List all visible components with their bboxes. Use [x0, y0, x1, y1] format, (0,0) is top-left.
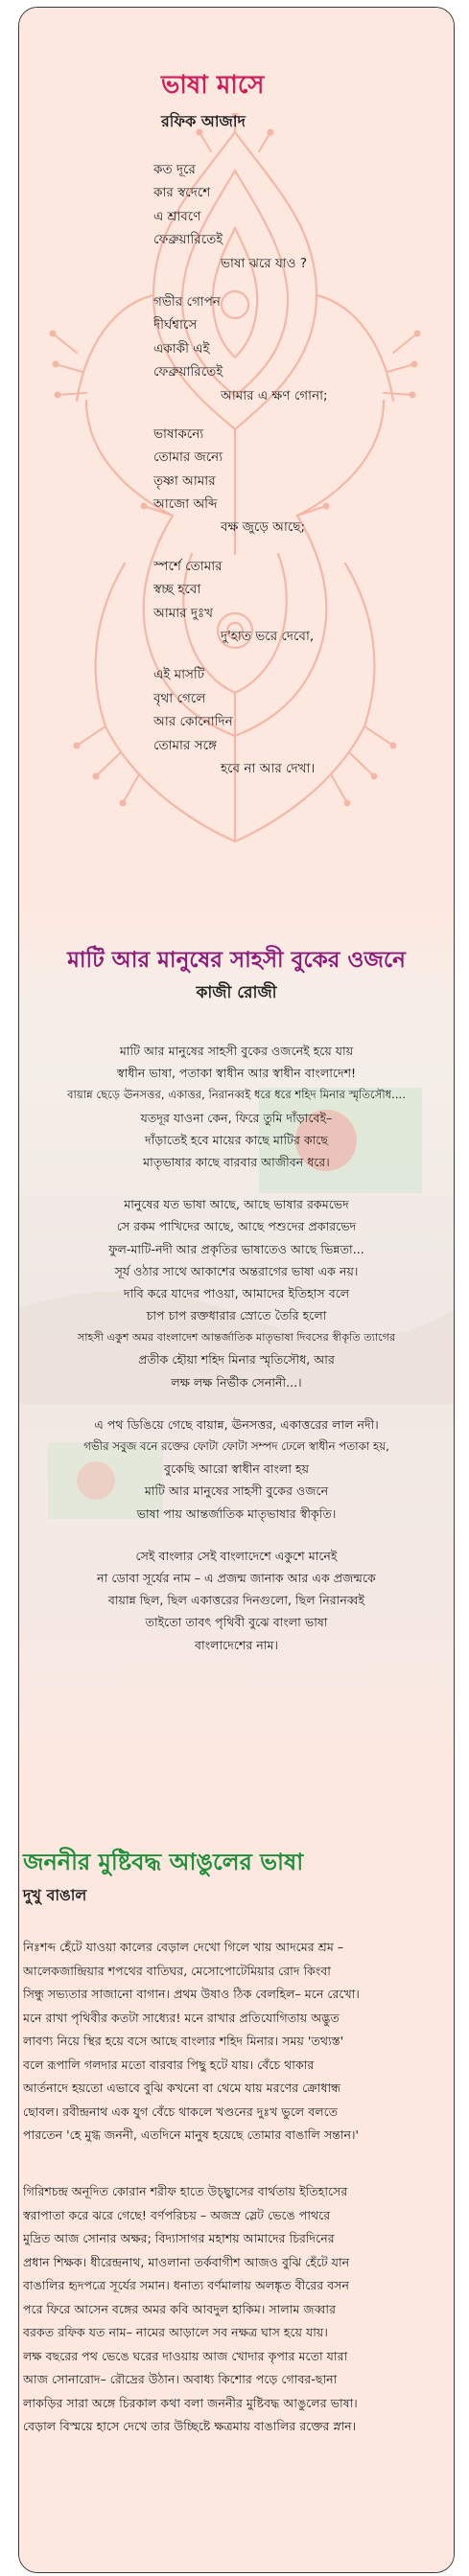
poem2-stanza-3: [19, 1414, 454, 1525]
essay-line: বাঙালির হৃদপত্রে সূর্যের সমান। ধনাত্য বর্ণমালায় অলঙ্কৃত বীরের বসন: [23, 2278, 349, 2292]
essay-line: মনে রাখা পৃথিবীর কতটা সাধ্যের! মনে রাখার প্রতিযোগিতায় অদ্ভুত: [23, 2010, 340, 2025]
essay-line: আজ সোনারোদ– রৌদ্রের উঠান। অবাধ্য কিশোর পড়ে গোবর-ছানা: [23, 2372, 338, 2386]
poem2-stanza-1: [19, 1040, 454, 1173]
poem-line: গভীর গোপন: [153, 293, 221, 310]
content-card: [18, 7, 455, 2573]
poem-line: তৃষ্ণা আমার: [153, 472, 216, 489]
poem1-stanza-4: [153, 555, 328, 649]
poem-line: সেই বাংলার সেই বাংলাদেশে একুশে মানেই: [135, 1548, 338, 1563]
poem-line: স্বচ্ছ হবো: [153, 582, 201, 598]
poem-line: যতদূর যাওনা কেন, ফিরে তুমি দাঁড়াবেই–: [140, 1110, 333, 1125]
poem2-stanza-2: [19, 1193, 454, 1393]
essay-author: দুখু বাঙাল: [23, 1886, 87, 1904]
poem-line: এই মাসটি: [153, 667, 205, 683]
poem2-section: [19, 906, 454, 1787]
poem-line: সে রকম পাখিদের আছে, আছে পশুদের প্রকারভেদ: [116, 1219, 357, 1234]
essay-line: বরকত রফিক যত নাম– নামের আড়ালে সব নক্ষত্র ঘাস হয়ে যায়।: [23, 2325, 328, 2339]
poem-line: আর কোনোদিন: [153, 714, 233, 730]
poem-line: ফেব্রুয়ারিতেই: [153, 364, 223, 380]
poem-line: ভাষাকন্যে: [153, 426, 204, 442]
essay-line: পারতেন 'হে মুগ্ধ জননী, এতদিনে মানুষ হয়েছে তোমার বাঙালি সন্তান।': [23, 2128, 360, 2142]
essay-line: সিন্ধু সভ্যতার সাজানো বাগান। প্রথম উষাও ঠিক বেলহিল– মনে রেখো।: [23, 1987, 360, 2001]
poem-line: দু'হাত ভরে দেবো,: [221, 629, 315, 645]
poem-line: সূর্য ওঠার সাথে আকাশের অন্তরাগের ভাষা এক নয়।: [114, 1263, 359, 1278]
poem-line: আজো অব্দি: [153, 496, 218, 513]
essay-line: লক্ষ বছরের পথ ভেঙে ঘরের দাওয়ায় আজ খোদার কৃপার মতো যারা: [23, 2348, 348, 2363]
essay-paragraph-2: [23, 2180, 449, 2439]
poem1-title: ভাষা মাসে: [161, 71, 265, 100]
poem-line: তাইতো তাবৎ পৃথিবী বুঝে বাংলা ভাষা: [145, 1615, 328, 1630]
poem-line: মানুষের যত ভাষা আছে, আছে ভাষার রকমভেদ: [124, 1197, 349, 1212]
essay-title: জননীর মুষ্টিবদ্ধ আঙুলের ভাষা: [23, 1849, 304, 1875]
poem-line: আমার দুঃখ: [153, 605, 214, 621]
poem1-stanza-1: [153, 158, 328, 275]
poem1-stanza-5: [153, 663, 328, 780]
poem2-author: কাজী রোজী: [196, 983, 277, 1002]
poem-line: তোমার সঙ্গে: [153, 737, 217, 753]
poem-line: স্পর্শে তোমার: [153, 558, 223, 574]
poem-line: ফুল-মাটি-নদী আর প্রকৃতির ভাষাতেও আছে ভিন্নতা...: [108, 1241, 364, 1256]
poem-line: মাটি আর মানুষের সাহসী বুকের ওজনে: [144, 1484, 329, 1499]
essay-line: পরে ফিরে আসেন বঙ্গের অমর কবি আবদুল হাকিম। সালাম জব্বার: [23, 2301, 336, 2316]
poem1-body: [153, 158, 328, 780]
essay-line: আলেকজান্দ্রিয়ার শপথের বাতিঘর, মেসোপোটেমিয়ার রোদ কিংবা: [23, 1963, 331, 1978]
poem-line: বুকেছি আরো স্বাধীন বাংলা হয়: [163, 1461, 310, 1477]
poem-line: চাপ চাপ রক্তধারার স্রোতে তৈরি হলো: [146, 1308, 327, 1323]
essay-line: গিরিশচন্দ্র অনূদিত কোরান শরীফ হাতে উচ্ছ্বাসের বার্থতায় ইতিহাসের: [23, 2184, 348, 2198]
essay-line: নিঃশব্দ হেঁটে যাওয়া কালের বেড়াল দেখো গিলে খায় আদমের শ্রম –: [23, 1940, 344, 1954]
poem-line: তোমার জন্যে: [153, 449, 223, 466]
poem-line: এ শ্রাবণে: [153, 208, 201, 224]
poem-line: দাঁড়াতেই হবে মায়ের কাছে মাটির কাছে: [144, 1132, 329, 1147]
poem-line: বৃথা গেলে: [153, 690, 206, 706]
poem-line: এ পথ ডিঙিয়ে গেছে বায়ান্ন, ঊনসত্তর, একাত্তরের লাল নদী।: [94, 1416, 379, 1432]
poem-line: হবে না আর দেখা।: [221, 760, 316, 776]
essay-paragraph-1: [23, 1936, 449, 2148]
poem-line: প্রতীক হৌয়া শহিদ মিনার স্মৃতিসৌধ, আর: [138, 1352, 335, 1368]
poem-line: আমার এ ক্ষণ গোনা;: [221, 387, 328, 403]
poem-line: কার স্বদেশে: [153, 185, 211, 201]
essay-section: [19, 1787, 454, 2573]
poem1-stanza-2: [153, 290, 328, 407]
poem1-section: [19, 8, 454, 906]
poem-line: না ডোবা সূর্যের নাম – এ প্রজন্ম জানাক আর এক প্রজন্মকে: [97, 1570, 376, 1585]
poem-line: দীর্ঘশ্বাসে: [153, 317, 198, 334]
poem-line: গভীর সবুজ বনে রক্তের ফোটা ফোটা সম্পদ ঢেলে স্বাধীন পতাকা হয়,: [83, 1439, 389, 1453]
essay-line: বলে রূপালি গলদার মতো বারবার পিছু হটে যায়। বেঁচে থাকার: [23, 2057, 315, 2072]
poem-line: লক্ষ লক্ষ নির্ভীক সেনানী...।: [171, 1374, 302, 1390]
essay-line: লাবণ্য নিয়ে স্থির হয়ে বসে আছে বাংলার শহিদ মিনার। সময় 'তথ্যস্ত': [23, 2034, 344, 2048]
poem-line: স্বাধীন ভাষা, পতাকা স্বাধীন আর স্বাধীন বাংলাদেশ!: [116, 1066, 357, 1081]
poem-line: সাহসী একুশ অমর বাংলাদেশ আন্তর্জাতিক মাতৃভাষা দিবসের স্বীকৃতি ত্যাগের: [77, 1331, 396, 1345]
essay-line: আর্তনাদে হয়তো এভাবে বুঝি কখনো বা থেমে যায় মরণের ক্রোধান্ধ: [23, 2081, 341, 2095]
poem2-title: মাটি আর মানুষের সাহসী বুকের ওজনে: [67, 948, 406, 973]
essay-line: লাকড়ির সারা অঙ্গে চিরকাল কথা বলা জননীর মুষ্টিবদ্ধ আঙুলের ভাষা।: [23, 2395, 358, 2410]
essay-line: মুদ্রিত আজ সোনার অক্ষর; বিদ্যাসাগর মহাশয় আমাদের চিরদিনের: [23, 2231, 335, 2245]
essay-line: বেড়াল বিস্ময়ে হাসে দেখে তার উচ্ছিষ্টে ক্ষত্রমায় বাঙালির রক্তের স্নান।: [23, 2419, 357, 2433]
poem-line: ভাষা পায় আন্তর্জাতিক মাতৃভাষার স্বীকৃতি।: [136, 1506, 337, 1521]
essay-line: স্বরাপাতা করে ঝরে গেছে! বর্ণপরিচয় – অজস্র স্লেট ভেঙে পাথরে: [23, 2207, 331, 2222]
poem1-author: রফিক আজাদ: [161, 112, 246, 130]
poem-line: মাটি আর মানুষের সাহসী বুকের ওজনেই হয়ে যায়: [119, 1044, 354, 1058]
essay-line: প্রধান শিক্ষক। ধীরেন্দ্রনাথ, মাওলানা তর্কবাগীশ আজও বুঝি হেঁটে যান: [23, 2254, 350, 2269]
poem2-body: [19, 1040, 454, 1656]
poem-line: বক্ষ জুড়ে আছে;: [221, 519, 306, 536]
poem-line: বাংলাদেশের নাম।: [195, 1637, 278, 1652]
poem-line: ভাষা ঝরে যাও ?: [221, 255, 308, 271]
poem-line: ফেব্রুয়ারিতেই: [153, 232, 223, 248]
essay-line: ছোবল। রবীন্দ্রনাথ এক যুগ বেঁচে থাকলে খণ্ডনের দুঃখ ভুলে বলতে: [23, 2104, 339, 2119]
poem-line: বায়ান্ন ছিল, ছিল একাত্তরের দিনগুলো, ছিল নিরানব্বই: [107, 1593, 365, 1608]
poem2-stanza-4: [19, 1545, 454, 1656]
poem1-stanza-3: [153, 423, 328, 540]
poem-line: দাবি করে যাদের পাওয়া, আমাদের ইতিহাস বলে: [123, 1285, 350, 1300]
poem-line: মাতৃভাষার কাছে বারবার আজীবন ধরে।: [143, 1154, 330, 1169]
poem-line: একাকী এই: [153, 340, 210, 356]
poem-line: কত দূরে: [153, 162, 196, 177]
poem-line: বায়ান্ন ছেড়ে ঊনসত্তর, একাত্তর, নিরানব্বই ধরে ধরে শহিদ মিনার স্মৃতিসৌধ....: [67, 1088, 406, 1102]
